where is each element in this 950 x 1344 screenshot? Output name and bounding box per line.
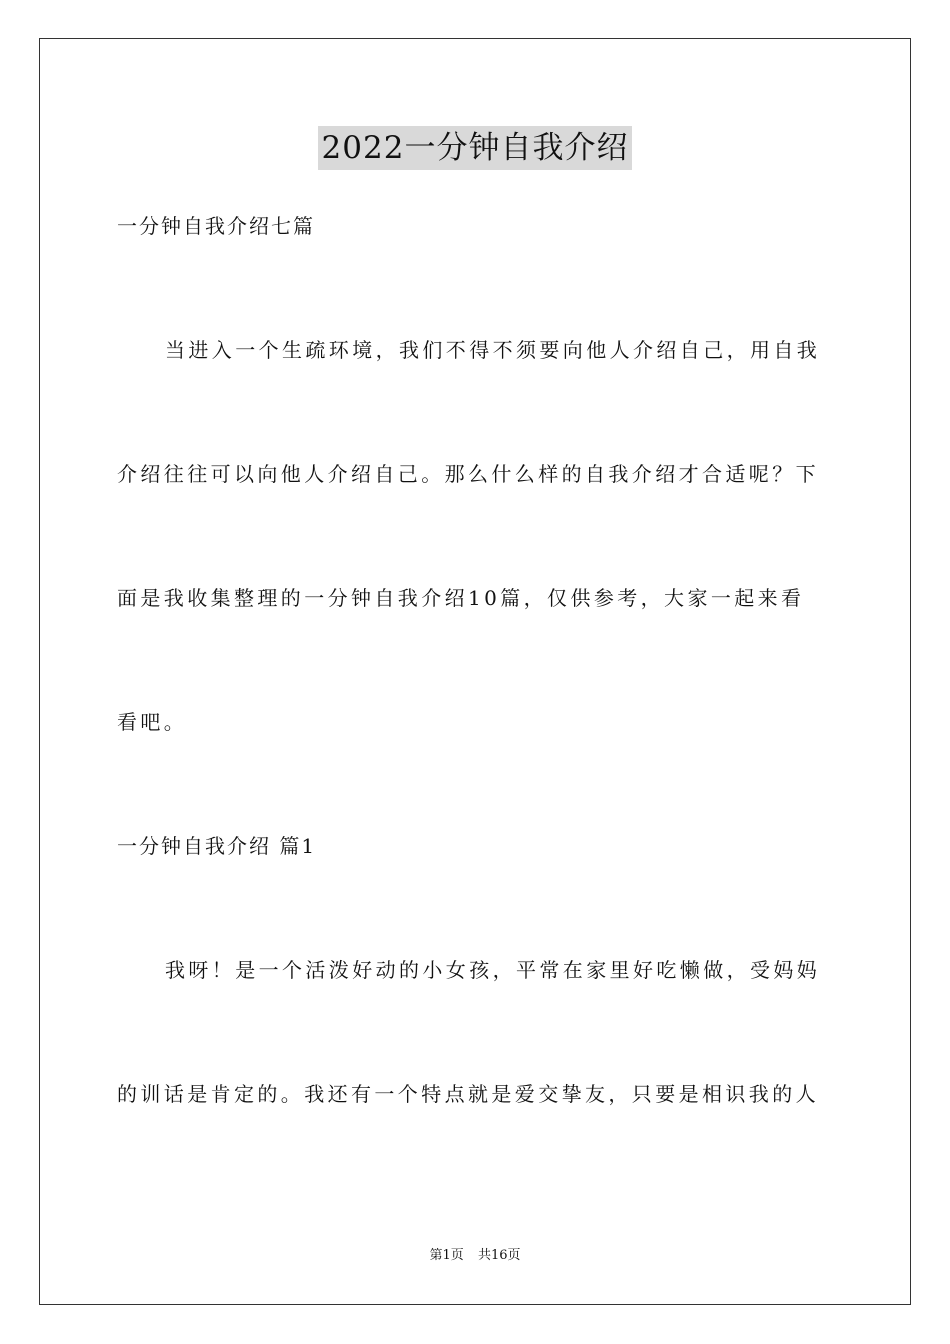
section-heading: 一分钟自我介绍 篇1 <box>117 834 317 858</box>
document-title-row <box>0 126 950 170</box>
paragraph-line: 介绍往往可以向他人介绍自己。那么什么样的自我介绍才合适呢？下 <box>117 462 819 486</box>
paragraph-line: 的训话是肯定的。我还有一个特点就是爱交挚友，只要是相识我的人 <box>117 1082 819 1106</box>
paragraph-line: 当进入一个生疏环境，我们不得不须要向他人介绍自己，用自我 <box>165 338 821 362</box>
paragraph-line: 我呀！是一个活泼好动的小女孩，平常在家里好吃懒做，受妈妈 <box>165 958 821 982</box>
paragraph-line: 看吧。 <box>117 710 188 734</box>
page-footer <box>0 1247 950 1265</box>
page-total: 共16页 <box>477 1248 521 1263</box>
page-number: 第1页 <box>429 1248 464 1263</box>
subtitle: 一分钟自我介绍七篇 <box>117 214 315 238</box>
document-title: 2022一分钟自我介绍 <box>318 126 633 170</box>
paragraph-line: 面是我收集整理的一分钟自我介绍10篇，仅供参考，大家一起来看 <box>117 586 805 610</box>
